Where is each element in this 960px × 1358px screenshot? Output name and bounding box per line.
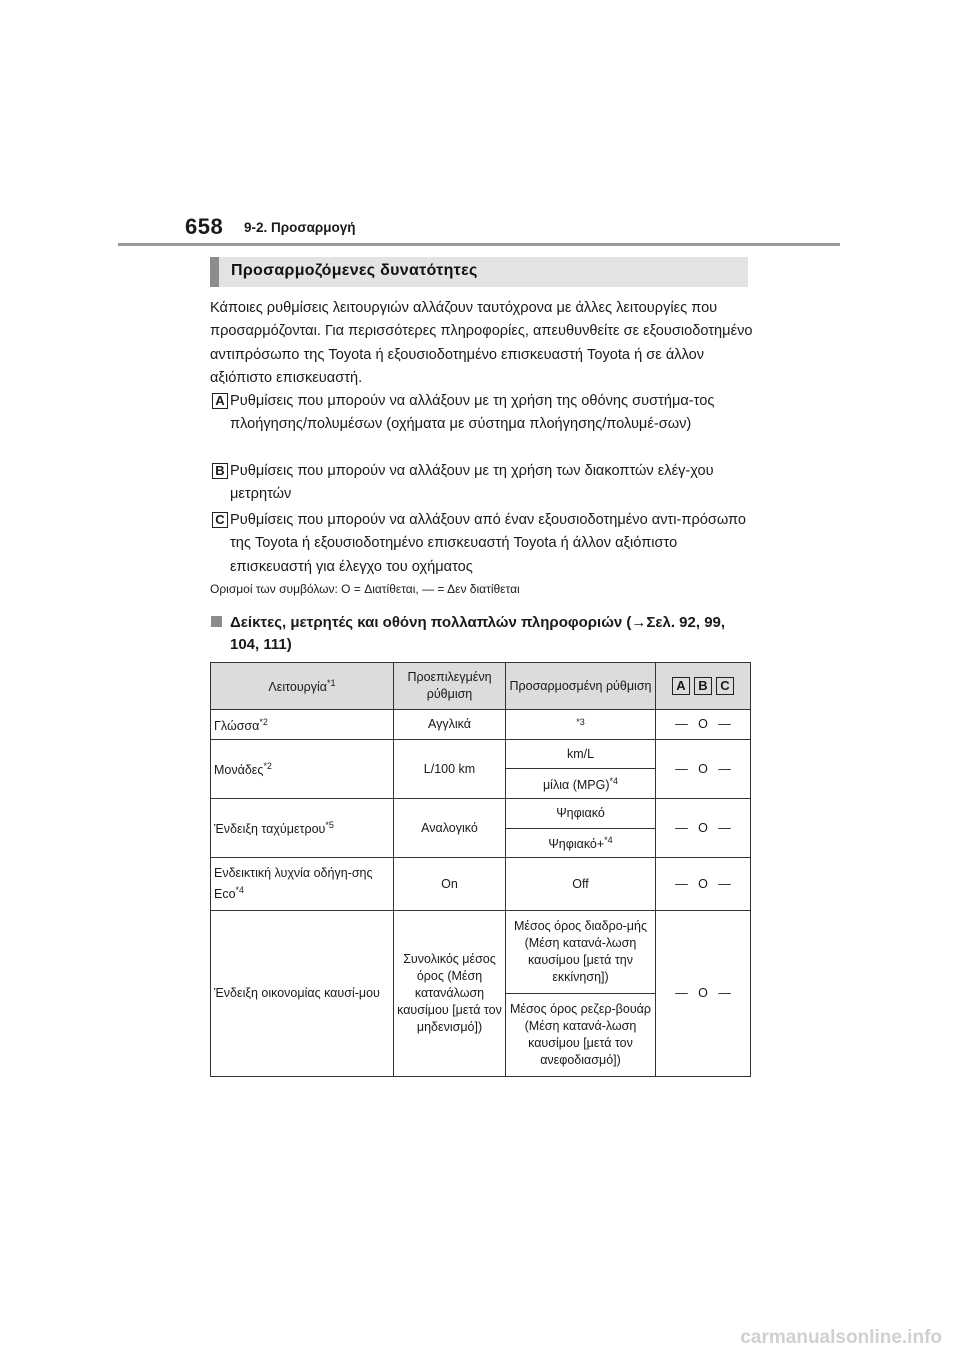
header-box-b-icon: B: [694, 677, 712, 695]
legend-item-a: [210, 390, 755, 437]
cell-custom: Μέσος όρος ρεζερ-βουάρ (Μέση κατανά-λωση καυσίμου [μετά τον ανεφοδιασμό]): [506, 994, 656, 1077]
page-title: Προσαρμοζόμενες δυνατότητες: [231, 262, 478, 279]
header-function: Λειτουργία$^{*1}$: [211, 663, 394, 710]
legend-item-b: [210, 460, 755, 507]
watermark: carmanualsonline.info: [740, 1327, 942, 1348]
settings-table: [210, 662, 751, 1077]
cell-function: Γλώσσα$^{*2}$: [211, 710, 394, 740]
intro-paragraph: Κάποιες ρυθμίσεις λειτουργιών αλλάζουν ταυτόχρονα με άλλες λειτουργίες που προσαρμόζονται. Για περισσότερες πληροφορίες, απευθυνθείτε σε εξουσιοδοτημένο αντιπρόσωπο της Toyota ή εξουσιοδοτημένο επισκευαστή Toyota ή σε άλλον αξιόπιστο επισκευαστή.: [210, 300, 753, 387]
cell-custom: *3: [506, 710, 656, 740]
cell-function: Ένδειξη οικονομίας καυσί-μου: [211, 911, 394, 1077]
cell-default: Αναλογικό: [394, 799, 506, 858]
legend-item-a-text: Ρυθμίσεις που μπορούν να αλλάξουν με τη χρήση της οθόνης συστήμα-τος πλοήγησης/πολυμέσων (οχήματα με σύστημα πλοήγησης/πολυμέ-σων): [230, 393, 715, 433]
table-row: [211, 911, 751, 994]
table-row: [211, 799, 751, 829]
table-row: [211, 740, 751, 769]
subheading-text: Δείκτες, μετρητές και οθόνη πολλαπλών πληροφοριών (→Σελ. 92, 99, 104, 111): [230, 614, 726, 653]
header-box-c-icon: C: [716, 677, 734, 695]
header-abc: [656, 663, 751, 710]
cell-function: Μονάδες$^{*2}$: [211, 740, 394, 799]
cell-custom: Ψηφιακό: [506, 799, 656, 829]
cell-abc: — O —: [656, 740, 751, 799]
cell-abc: — O —: [656, 858, 751, 911]
table-header-row: [211, 663, 751, 710]
section-title: 9-2. Προσαρμογή: [244, 220, 356, 235]
symbols-definition: Ορισμοί των συμβόλων: O = Διατίθεται, — = Δεν διατίθεται: [210, 582, 520, 596]
bullet-square-icon: [211, 616, 222, 627]
cell-abc: — O —: [656, 710, 751, 740]
page-number: 658: [185, 214, 224, 239]
legend-item-c-text: Ρυθμίσεις που μπορούν να αλλάξουν από έναν εξουσιοδοτημένο αντι-πρόσωπο της Toyota ή εξουσιοδοτημένο επισκευαστή Toyota ή άλλον αξιόπιστο επισκευαστή για έλεγχο του οχήματος: [230, 512, 747, 575]
cell-custom: Ψηφιακό+$^{*4}$: [506, 829, 656, 858]
box-a-icon: A: [212, 393, 228, 409]
cell-custom: Off: [506, 858, 656, 911]
cell-function: Ενδεικτική λυχνία οδήγη-σης Eco$^{*4}$: [211, 858, 394, 911]
header-default: Προεπιλεγμένη ρύθμιση: [394, 663, 506, 710]
legend-item-b-text: Ρυθμίσεις που μπορούν να αλλάξουν με τη χρήση των διακοπτών ελέγ-χου μετρητών: [230, 463, 714, 503]
subheading: [210, 612, 755, 656]
cell-custom: km/L: [506, 740, 656, 769]
box-b-icon: B: [212, 463, 228, 479]
cell-custom: Μέσος όρος διαδρο-μής (Μέση κατανά-λωση καυσίμου [μετά την εκκίνηση]): [506, 911, 656, 994]
title-bar: [210, 257, 748, 287]
cell-default: Αγγλικά: [394, 710, 506, 740]
box-c-icon: C: [212, 512, 228, 528]
header-rule: [118, 243, 840, 246]
legend-item-c: [210, 509, 755, 579]
table-row: [211, 710, 751, 740]
header-custom: Προσαρμοσμένη ρύθμιση: [506, 663, 656, 710]
cell-default: On: [394, 858, 506, 911]
title-accent: [210, 257, 219, 287]
cell-custom: μίλια (MPG)$^{*4}$: [506, 769, 656, 799]
header-box-a-icon: A: [672, 677, 690, 695]
cell-function: Ένδειξη ταχύμετρου$^{*5}$: [211, 799, 394, 858]
cell-abc: — O —: [656, 911, 751, 1077]
table-row: [211, 858, 751, 911]
cell-default: L/100 km: [394, 740, 506, 799]
cell-abc: — O —: [656, 799, 751, 858]
cell-default: Συνολικός μέσος όρος (Μέση κατανάλωση καυσίμου [μετά τον μηδενισμό]): [394, 911, 506, 1077]
